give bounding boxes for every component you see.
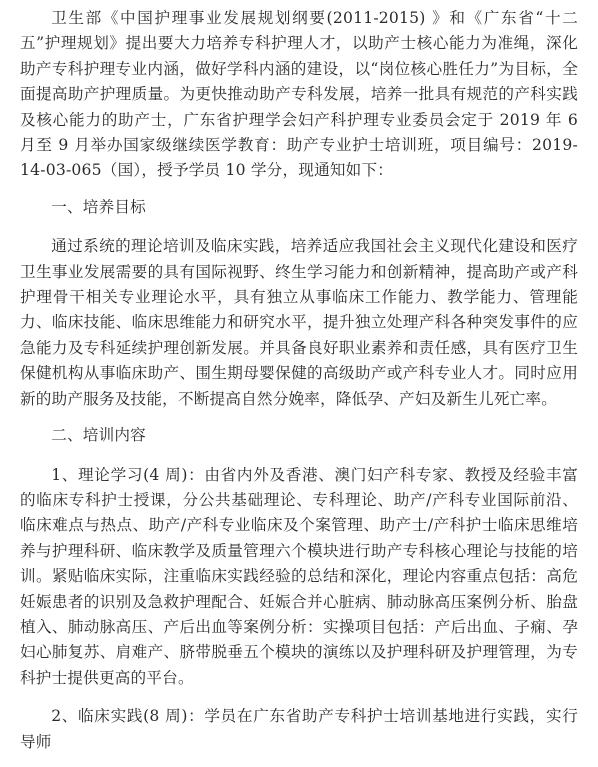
theory-study-paragraph: 1、理论学习(4 周)：由省内外及香港、澳门妇产科专家、教授及经验丰富的临床专科护士授课，分公共基础理论、专科理论、助产/产科专业国际前沿、临床难点与热点、助产/产科专业临床及个案管理、助产士/产科护士临床思维培养与护理科研、临床教学及质量管理六个模块进行助产专科核心理论与技能的培训。紧贴临床实际，注重临床实践经验的总结和深化，理论内容重点包括：高危妊娠患者的识别及急救护理配合、妊娠合并心脏病、肺动脉高压案例分析、胎盘植入、肺动脉高压、产后出血等案例分析：实操项目包括：产后出血、子痫、孕妇心肺复苏、肩难产、脐带脱垂五个模块的演练以及护理科研及护理管理，为专科护士提供更高的平台。 [20,465,578,687]
intro-paragraph: 卫生部《中国护理事业发展规划纲要(2011-2015) 》和《广东省“十二五”护理规划》提出要大力培养专科护理人才，以助产士核心能力为准绳，深化助产专科护理专业内涵，做好学科内涵的建设，以“岗位核心胜任力”为目标，全面提高助产护理质量。为更快推动助产专科发展，培养一批具有规范的产科实践及核心能力的助产士，广东省护理学会妇产科护理专业委员会定于 2019 年 6 月至 9 月举办国家级继续医学教育：助产专业护士培训班，项目编号：2019-14-03-065（国），授予学员 10 学分，现通知如下： [20,9,578,180]
section-heading-training-goal: 一、培养目标 [51,197,146,216]
clinical-practice-paragraph: 2、临床实践(8 周)：学员在广东省助产专科护士培训基地进行实践，实行导师 [20,707,578,751]
training-goal-paragraph: 通过系统的理论培训及临床实践，培养适应我国社会主义现代化建设和医疗卫生事业发展需要的具有国际视野、终生学习能力和创新精神，提高助产或产科护理骨干相关专业理论水平，具有独立从事临床工作能力、教学能力、管理能力、临床技能、临床思维能力和研究水平，提升独立处理产科各种突发事件的应急能力及专科延续护理创新发展。并具备良好职业素养和责任感，具有医疗卫生保健机构从事临床助产、围生期母婴保健的高级助产或产科专业人才。同时应用新的助产服务及技能，不断提高自然分娩率，降低孕、产妇及新生儿死亡率。 [20,237,578,408]
section-heading-training-content: 二、培训内容 [51,426,146,445]
